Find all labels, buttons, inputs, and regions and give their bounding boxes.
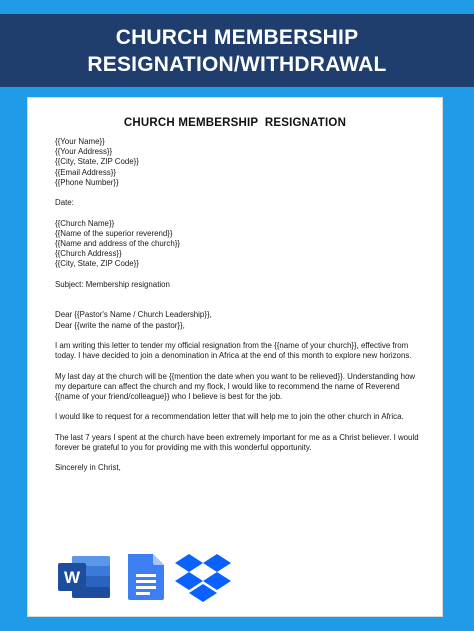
sender-city: {{City, State, ZIP Code}} xyxy=(55,157,139,167)
document-page xyxy=(27,97,443,617)
word-icon[interactable] xyxy=(58,552,114,602)
sender-block xyxy=(55,137,423,188)
banner-title-line-1: CHURCH MEMBERSHIP xyxy=(115,25,359,49)
sender-address: {{Your Address}} xyxy=(55,147,113,157)
banner-title-line-2: RESIGNATION/WITHDRAWAL xyxy=(87,52,387,76)
date-label: Date: xyxy=(55,198,74,208)
dropbox-icon[interactable] xyxy=(174,552,232,604)
paragraph-2: My last day at the church will be {{mention the date when you want to be relieved}}. Understanding how my departure can affect the church and my flock, I would like to recommend the name of Reverend {{name of your friend/colleague}} who I believe is best for the job. xyxy=(55,371,416,401)
recipient-block xyxy=(55,219,423,270)
recipient-city: {{City, State, ZIP Code}} xyxy=(55,259,139,269)
sender-phone: {{Phone Number}} xyxy=(55,177,119,187)
document-title: CHURCH MEMBERSHIP RESIGNATION xyxy=(123,117,347,129)
word-icon-letter: W xyxy=(63,568,81,587)
paragraph-3: I would like to request for a recommendation letter that will help me to join the other church in Africa. xyxy=(55,412,404,422)
subject-line: Subject: Membership resignation xyxy=(55,279,170,289)
paragraph-1: I am writing this letter to tender my official resignation from the {{name of your church}}, effective from today. I have decided to join a denomination in Africa at the end of this month to explore new horizons. xyxy=(55,340,412,361)
title-banner xyxy=(0,14,474,87)
recipient-reverend: {{Name of the superior reverend}} xyxy=(55,228,173,238)
closing-line: Sincerely in Christ, xyxy=(55,463,121,473)
salutation-1: Dear {{Pastor's Name / Church Leadership}}, xyxy=(55,310,212,320)
sender-email: {{Email Address}} xyxy=(55,167,116,177)
format-icons xyxy=(58,552,238,608)
paragraph-4: The last 7 years I spent at the church have been extremely important for me as a Christ believer. I would forever be grateful to you for providing me with this wonderful opportunity. xyxy=(55,432,419,452)
recipient-church-address: {{Church Address}} xyxy=(55,249,122,259)
sender-name: {{Your Name}} xyxy=(55,137,105,146)
salutation-2: Dear {{write the name of the pastor}}, xyxy=(55,320,185,330)
recipient-church-name-address: {{Name and address of the church}} xyxy=(55,239,181,248)
google-docs-icon[interactable] xyxy=(126,552,166,602)
recipient-church-name: {{Church Name}} xyxy=(55,218,115,228)
letter-body xyxy=(55,137,423,474)
